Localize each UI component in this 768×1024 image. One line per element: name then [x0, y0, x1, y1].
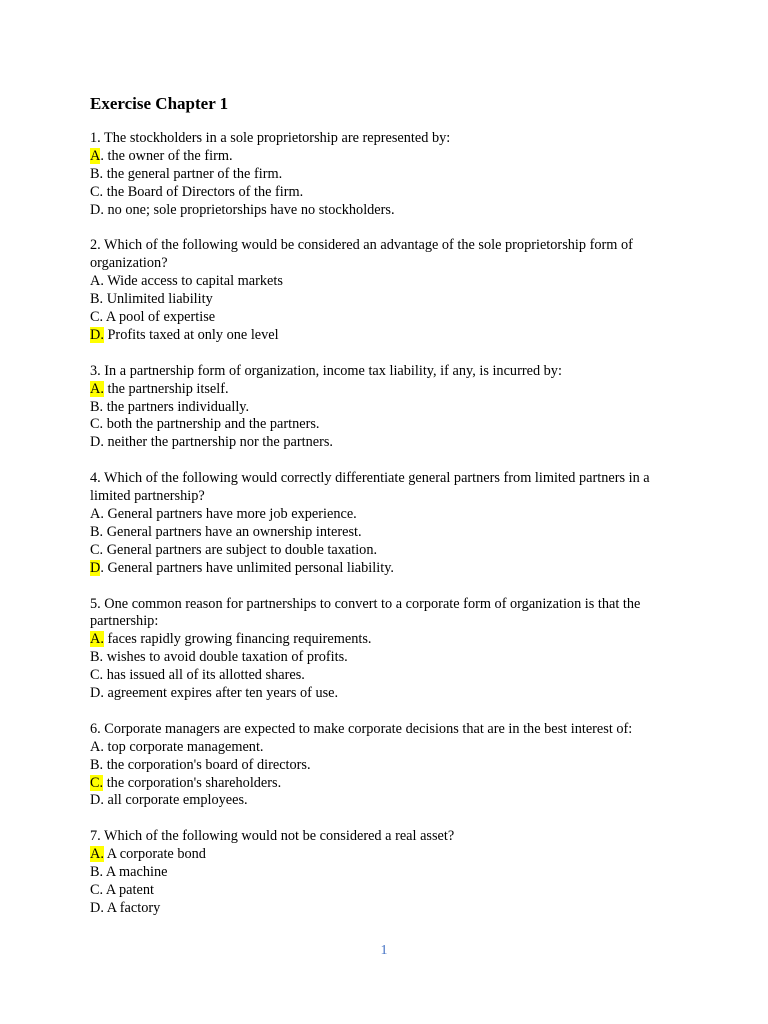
question-stem: 7. Which of the following would not be considered a real asset?: [90, 828, 455, 845]
question-stem: 3. In a partnership form of organization, income tax liability, if any, is incurred by:: [90, 362, 562, 379]
option-b: B. Unlimited liability: [90, 291, 213, 308]
question-stem: 5. One common reason for partnerships to convert to a corporate form of organization is that the partnership:: [90, 595, 641, 630]
option-a: A. the partnership itself.: [90, 380, 229, 397]
question-stem: 4. Which of the following would correctly differentiate general partners from limited partners in a limited partnership?: [90, 470, 650, 505]
page-number: 1: [380, 943, 388, 958]
option-b: B. A machine: [90, 864, 168, 881]
answer-highlight: A.: [90, 846, 104, 863]
option-c: C. General partners are subject to double taxation.: [90, 541, 378, 558]
option-d: D. neither the partnership nor the partners.: [90, 434, 333, 451]
answer-highlight: C.: [90, 774, 104, 791]
question-stem: 1. The stockholders in a sole proprietorship are represented by:: [90, 130, 451, 146]
answer-highlight: A.: [90, 380, 104, 397]
option-c: C. the corporation's shareholders.: [90, 774, 282, 791]
answer-highlight: A.: [90, 631, 104, 648]
question-3: [90, 363, 690, 453]
option-d: D. A factory: [90, 899, 161, 916]
option-d: D. agreement expires after ten years of use.: [90, 685, 339, 702]
option-a: A. Wide access to capital markets: [90, 273, 283, 290]
option-b: B. the corporation's board of directors.: [90, 756, 311, 773]
answer-highlight: D: [90, 559, 101, 576]
option-d: D. all corporate employees.: [90, 792, 248, 809]
question-6: [90, 721, 690, 811]
option-a: A. the owner of the firm.: [90, 147, 233, 164]
option-c: C. A patent: [90, 881, 154, 898]
option-a: A. faces rapidly growing financing requirements.: [90, 631, 372, 648]
option-c: C. has issued all of its allotted shares.: [90, 667, 305, 684]
page-title: Exercise Chapter 1: [90, 94, 229, 113]
option-d: D. General partners have unlimited personal liability.: [90, 559, 394, 576]
option-b: B. General partners have an ownership interest.: [90, 523, 362, 540]
option-d: D. Profits taxed at only one level: [90, 326, 279, 343]
question-5: [90, 596, 690, 703]
option-c: C. the Board of Directors of the firm.: [90, 183, 304, 200]
question-7: [90, 828, 690, 918]
option-a: A. A corporate bond: [90, 846, 206, 863]
answer-highlight: D.: [90, 326, 104, 343]
option-a: A. top corporate management.: [90, 738, 264, 755]
question-1: [90, 130, 690, 220]
option-c: C. both the partnership and the partners.: [90, 416, 320, 433]
answer-highlight: A: [90, 147, 101, 164]
document-page: [90, 93, 690, 936]
option-c: C. A pool of expertise: [90, 309, 216, 326]
question-2: [90, 237, 690, 344]
question-stem: 2. Which of the following would be considered an advantage of the sole proprietorship form of organization?: [90, 237, 633, 272]
option-b: B. the general partner of the firm.: [90, 165, 283, 182]
option-b: B. wishes to avoid double taxation of profits.: [90, 649, 348, 666]
question-4: [90, 470, 690, 577]
question-stem: 6. Corporate managers are expected to make corporate decisions that are in the best interest of:: [90, 720, 633, 737]
option-b: B. the partners individually.: [90, 398, 250, 415]
option-d: D. no one; sole proprietorships have no stockholders.: [90, 201, 395, 218]
option-a: A. General partners have more job experience.: [90, 505, 357, 522]
